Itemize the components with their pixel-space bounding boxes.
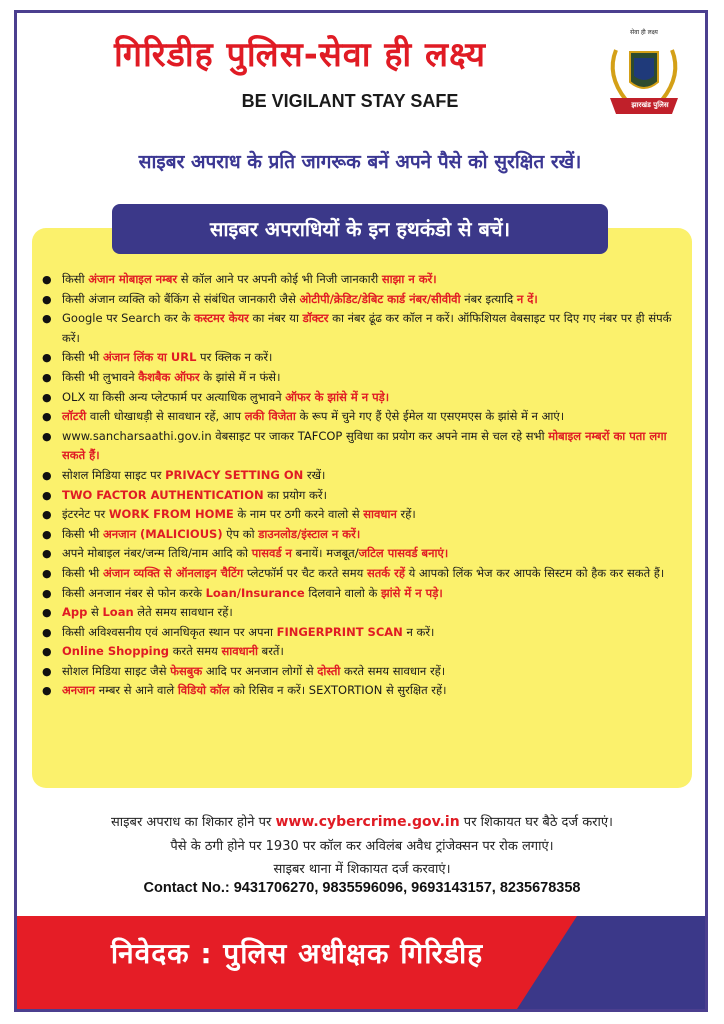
tip-text: करते समय [169, 644, 222, 659]
tip-highlight: पासवर्ड न [251, 546, 292, 561]
tip-text: नम्बर से आने वाले [95, 683, 178, 698]
tip-text: अपने मोबाइल नंबर/जन्म तिथि/नाम आदि को [62, 546, 252, 561]
tip-highlight: App [62, 605, 88, 620]
tip-highlight: अनजान [62, 683, 96, 698]
tip-text: वाली धोखाधड़ी से सावधान रहें, आप [86, 409, 245, 424]
tip-highlight: सावधान [363, 507, 397, 522]
tip-text: नंबर इत्यादि [460, 291, 517, 306]
contact-numbers: Contact No.: 9431706270, 9835596096, 9693143157, 8235678358 [143, 880, 581, 896]
tip-highlight: जटिल पासवर्ड बनाएं। [358, 546, 449, 561]
tip-text: के झांसे में न फंसे। [199, 369, 281, 384]
tip-item [40, 290, 688, 310]
tip-text: रहें। [396, 507, 416, 522]
tip-item [40, 427, 688, 466]
tip-item [40, 525, 688, 545]
tip-highlight: कैशबैक ऑफर [138, 369, 200, 384]
tip-text: www.sancharsaathi.gov.in वेबसाइट पर जाकर TAFCOP सुविधा का प्रयोग कर अपने नाम से चल रहे सभी [62, 428, 549, 443]
complaint-text-before: साइबर अपराध का शिकार होने पर [111, 815, 276, 830]
tip-item [40, 603, 688, 623]
tip-text: का नंबर या [248, 311, 303, 326]
tip-highlight: न दें। [516, 291, 538, 306]
tip-text: आदि पर अनजान लोगों से [202, 663, 318, 678]
tip-highlight: लकी विजेता [244, 409, 296, 424]
tip-highlight: सावधानी [221, 644, 258, 659]
emblem-bottom-text: झारखंड पुलिस [631, 101, 669, 109]
awareness-tagline: साइबर अपराध के प्रति जागरूक बनें अपने पैसे को सुरक्षित रखें। [138, 151, 582, 173]
tip-highlight: WORK FROM HOME [108, 507, 234, 522]
banner-signature: निवेदक : पुलिस अधीक्षक गिरिडीह [110, 937, 484, 970]
tip-text: से [87, 605, 103, 620]
tip-item [40, 407, 688, 427]
tip-text: Google पर Search कर के [62, 311, 194, 326]
tip-highlight: दोस्ती [317, 663, 341, 678]
tip-highlight: मोबाइल नम्बरों का पता लगा सकते हैं। [62, 428, 667, 463]
tip-highlight: अनजान (MALICIOUS) [102, 526, 223, 541]
tip-text: OLX या किसी अन्य प्लेटफार्म पर अत्याधिक लुभावने [62, 389, 286, 404]
tips-list [40, 270, 688, 701]
tip-text: किसी भी [62, 350, 103, 365]
tip-highlight: Loan [102, 605, 134, 620]
tip-text: दिलवाने वालो के [304, 585, 381, 600]
tip-text: प्लेटफॉर्म पर चैट करते समय [243, 565, 367, 580]
tip-text: किसी भी लुभावने [62, 369, 139, 384]
tip-highlight: डाउनलोड/इंस्टाल न करें। [258, 526, 361, 541]
tip-highlight: सतर्क रहें [366, 565, 405, 580]
complaint-text-after: पर शिकायत घर बैठे दर्ज कराएं। [459, 815, 613, 830]
tip-text: किसी भी [62, 526, 103, 541]
tip-highlight: अंजान लिंक या URL [102, 350, 197, 365]
complaint-line [20, 812, 704, 830]
tip-text: लेते समय सावधान रहें। [133, 605, 233, 620]
tip-item [40, 584, 688, 604]
tip-text: किसी अविश्वसनीय एवं आनधिकृत स्थान पर अपना [62, 624, 277, 639]
tip-item [40, 505, 688, 525]
tip-text: के नाम पर ठगी करने वालो से [233, 507, 364, 522]
tip-item [40, 348, 688, 368]
tip-highlight: FINGERPRINT SCAN [276, 624, 403, 639]
helpline-line: पैसे के ठगी होने पर 1930 पर कॉल कर अविलंब अवैध ट्रांजेक्सन पर रोक लगाएं। [170, 839, 554, 854]
tip-highlight: ऑफर के झांसे में न पड़े। [285, 389, 390, 404]
poster-subtitle: BE VIGILANT STAY SAFE [241, 91, 459, 111]
tip-highlight: अंजान मोबाइल नम्बर [88, 272, 178, 286]
tip-item [40, 309, 688, 348]
tip-text: सोशल मिडिया साइट जैसे [62, 663, 171, 678]
tip-highlight: अंजान व्यक्ति से ऑनलाइन चैटिंग [102, 565, 244, 580]
tip-highlight: फेसबुक [170, 663, 203, 678]
tip-highlight: डॉक्टर [302, 311, 329, 326]
cybercrime-link[interactable]: www.cybercrime.gov.in [275, 814, 460, 830]
tip-text: का नंबर ढूंढ कर कॉल न करें। ऑफिशियल वेबसाइट पर दिए गए नंबर पर ही संपर्क करें। [62, 311, 672, 345]
tip-highlight: Loan/Insurance [205, 585, 305, 600]
tip-text: ये आपको लिंक भेज कर आपके सिस्टम को हैक कर सकते हैं। [404, 565, 665, 580]
tip-text: बनायें। मजबूत/ [291, 546, 359, 561]
tip-text: किसी भी [62, 565, 103, 580]
poster-title: गिरिडीह पुलिस-सेवा ही लक्ष्य [114, 35, 486, 75]
tip-highlight: Online Shopping [62, 644, 170, 659]
tip-highlight: साझा न करें। [381, 272, 437, 286]
tip-highlight: ओटीपी/क्रेडिट/डेबिट कार्ड नंबर/सीवीवी [299, 291, 461, 306]
tip-text: किसी अंजान व्यक्ति को बैंकिंग से संबंधित जानकारी जैसे [62, 291, 300, 306]
tip-text: का प्रयोग करें। [263, 487, 327, 502]
tip-item [40, 466, 688, 486]
tip-text: करते समय सावधान रहें। [340, 663, 446, 678]
tip-item [40, 270, 688, 290]
tip-highlight: झांसे में न पड़े। [380, 585, 443, 600]
tip-highlight: TWO FACTOR AUTHENTICATION [62, 487, 264, 502]
tip-highlight: PRIVACY SETTING ON [165, 467, 304, 482]
tip-text: न करें। [402, 624, 435, 639]
tip-item [40, 368, 688, 388]
tip-text: को रिसिव न करें। SEXTORTION से सुरक्षित रहें। [229, 683, 447, 698]
tip-item [40, 486, 688, 506]
tip-text: किसी अनजान नंबर से फोन करके [62, 585, 206, 600]
tip-item [40, 544, 688, 564]
tip-highlight: विडियो कॉल [177, 683, 230, 698]
tip-item [40, 642, 688, 662]
tip-text: इंटरनेट पर [62, 507, 109, 522]
tip-text: किसी [62, 272, 89, 286]
tip-item [40, 623, 688, 643]
tip-text: रखें। [303, 467, 326, 482]
tip-item [40, 564, 688, 584]
tips-heading: साइबर अपराधियों के इन हथकंडो से बचें। [112, 204, 608, 254]
tip-text: ऐप को [222, 526, 259, 541]
tip-text: सोशल मिडिया साइट पर [62, 467, 166, 482]
tip-item [40, 681, 688, 701]
tip-text: से कॉल आने पर अपनी कोई भी निजी जानकारी [177, 272, 382, 286]
tip-item [40, 388, 688, 408]
tip-highlight: कस्टमर केयर [193, 311, 249, 326]
emblem-top-text: सेवा ही लक्ष्य [630, 29, 658, 36]
tip-item [40, 662, 688, 682]
tip-text: बरतें। [258, 644, 284, 659]
tip-text: पर क्लिक न करें। [196, 350, 273, 365]
tip-text: के रूप में चुने गए हैं ऐसे ईमेल या एसएमएस के झांसे में न आएं। [295, 409, 565, 424]
tip-highlight: लॉटरी [62, 409, 87, 424]
police-station-line: साइबर थाना में शिकायत दर्ज करवाएं। [273, 862, 451, 877]
